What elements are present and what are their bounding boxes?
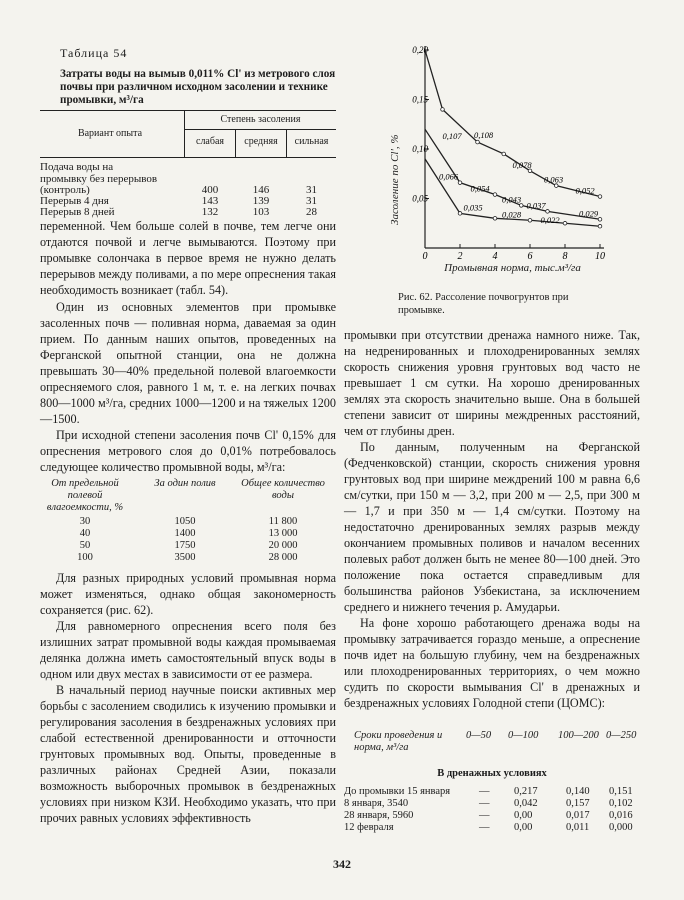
col-strong: сильная (294, 136, 329, 147)
paragraph: В начальный период научные поиски активных мер борьбы с засолением сводились к изучению промывки и регулирования засоления в бездренажных условиях при слабой естественной дренированности и отточности грунтовых промывных вод. Опыты, проведенные в различных районах Средней Азии, показали возможность выборочных промывок в бездренажных условиях при низком КЗИ. Необходимо указать, что при прочих равных условиях эффективность (40, 683, 336, 825)
col-variant: Вариант опыта (77, 128, 143, 139)
figure-caption: Рис. 62. Рассоление почвогрунтов при промывке. (398, 292, 569, 316)
right-column (344, 327, 640, 711)
table-row: 28 января, 5960 (344, 810, 414, 821)
figure-62 (389, 40, 610, 290)
data-label: 0,028 (502, 209, 522, 220)
data-label: 0,078 (512, 159, 532, 170)
data-label: 0,022 (540, 215, 560, 226)
data-point (546, 210, 550, 214)
rate-head-label: Сроки проведения и норма, м³/га (354, 730, 443, 753)
rate-section: В дренажных условиях (437, 768, 547, 779)
table-row: До промывки 15 января (344, 786, 451, 797)
col-weak: слабая (196, 136, 224, 147)
data-point (441, 108, 445, 112)
data-point (598, 217, 602, 221)
data-point (528, 218, 532, 222)
y-tick-label: 0,10 (412, 144, 428, 154)
water-col-3: Общее количество воды (241, 478, 325, 501)
paragraph: Для равномерного опреснения всего поля без излишних затрат промывной воды каждая промываемая делянка должна иметь самостоятельный впуск воды в одном или двух местах в зависимости от ее размера. (40, 619, 336, 681)
y-tick-label: 0,20 (412, 45, 428, 55)
data-label: 0,029 (579, 208, 599, 219)
left-column (40, 218, 336, 826)
data-label: 0,054 (470, 183, 490, 194)
data-point (493, 193, 497, 197)
data-point (598, 195, 602, 199)
rate-table: Сроки проведения и норма, м³/га 0—50 0—100 100—200 0—250 В дренажных условиях До промывки 15 января — 0,217 0,140 0,151 8 января, 3540 — 0,042 0,157 0,102 28 января, 5960 — 0,00 0,017 0,016 12 февраля — 0,00 0,011 0,000 (344, 730, 640, 840)
x-tick-label: 10 (595, 251, 605, 262)
data-point (493, 217, 497, 221)
paragraph: Один из основных элементов при промывке засоленных почв — поливная норма, даваемая за один прием. По данным наших опытов, проведенных на Ферганской опытной станции, она не должна превышать 30—40% предельной полевой влагоемкости опресняемого слоя, равного 1 м, т. е. на легких почвах 800—1000 м³/га, средних 1000—1200 и на тяжелых 1200—1500. (40, 300, 336, 426)
page-number: 342 (333, 857, 351, 871)
table-54: Вариант опыта Степень засоления слабая средняя сильная Подача воды на промывку без перерывов (контроль) 400 146 31 Перерыв 4 дня 143 139 31 Перерыв 8 дней 132 103 28 (40, 110, 336, 218)
data-label: 0,037 (526, 200, 546, 211)
table-row: Перерыв 8 дней (40, 206, 115, 218)
x-tick-label: 2 (457, 251, 463, 262)
data-point (458, 212, 462, 216)
paragraph: Для разных природных условий промывная норма может изменяться, однако общая закономерность сохраняется (рис. 62). (40, 571, 336, 617)
paragraph: промывки при отсутствии дренажа намного ниже. Так, на недренированных и плоходренированных землях скорость снижения уровня грунтовых вод часто не превышает 1 см сутки. На хорошо дренированных землях эта скорость значительно выше. Она в большей степени зависит от ширины междренных расстояний, чем от глубины дрен. (344, 328, 640, 438)
col-group: Степень засоления (220, 114, 301, 125)
data-label: 0,035 (463, 202, 483, 213)
data-point (458, 181, 462, 185)
x-tick-label: 4 (492, 251, 498, 262)
col-medium: средняя (244, 136, 278, 147)
y-tick-label: 0,05 (412, 193, 428, 204)
paragraph: При исходной степени засоления почв Cl' 0,15% для опреснения метрового слоя до 0,01% потребовалось следующее количество промывной воды, м³/га: (40, 428, 336, 474)
data-label: 0,066 (439, 171, 459, 182)
water-col-1: От предельной полевой влагоемкости, % (46, 478, 124, 513)
data-label: 0,107 (442, 131, 462, 142)
data-label: 0,108 (474, 130, 494, 141)
x-tick-label: 0 (422, 251, 428, 262)
x-tick-label: 8 (562, 251, 568, 262)
salinity-chart (395, 40, 610, 290)
table-row: Перерыв 4 дня (40, 195, 109, 207)
data-point (502, 152, 506, 156)
x-axis-label: Промывная норма, тыс.м³/га (444, 262, 581, 274)
data-label: 0,052 (575, 185, 595, 196)
data-label: 0,063 (544, 174, 564, 185)
water-table: От предельной полевой влагоемкости, % За один полив Общее количество воды 30 1050 11 800 40 1400 13 000 50 1750 20 000 100 3500 28 000 (40, 478, 336, 566)
data-point (476, 140, 480, 144)
table-row: Подача воды на промывку без перерывов (контроль) (40, 161, 158, 196)
data-point (598, 224, 602, 228)
y-tick-label: 0,15 (412, 94, 428, 105)
data-point (563, 221, 567, 225)
table-row: 12 февраля (344, 822, 394, 833)
x-tick-label: 6 (527, 251, 533, 262)
water-col-2: За один полив (154, 478, 216, 489)
paragraph: По данным, полученным на Ферганской (Федченковской) станции, скорость снижения уровня грунтовых вод при ширине междрений 100 м равна 6,6 см/сутки, при 150 м — 3,2, при 200 м — 2,5, при 300 м — 1,7 и при 350 м — 1,4 см/сутки. Поэтому на недостаточно дренированных землях разрыв между окончанием промывных поливов и началом весенних полевых работ должен быть не менее 80—100 дней. Это положение пока остается справедливым для большинства районов Узбекистана, за исключением среднего и нижнего течения р. Амударьи. (344, 440, 640, 614)
table-row: 8 января, 3540 (344, 798, 409, 809)
table-label: Таблица 54 (60, 46, 128, 60)
paragraph: переменной. Чем больше солей в почве, тем легче они отдаются почвой и легче вымываются. Поэтому при промывке солончака в первое время не нужно делать перерывов между поливами, а по мере опреснения такая необходимость возникает (табл. 54). (40, 219, 336, 297)
data-label: 0,043 (502, 194, 522, 205)
y-axis-label: Засоление по Cl', % (389, 134, 401, 226)
paragraph: На фоне хорошо работающего дренажа воды на промывку затрачивается гораздо меньше, а опреснение почв идет на большую глубину, чем на бездренажных или плоходренированных территориях, о чем можно судить по скорости вымывания Cl' в дренажных и бездренажных условиях Голодной степи (ЦОМС): (344, 616, 640, 710)
table-title: Затраты воды на вымыв 0,011% Cl' из метрового слоя почвы при различном исходном засолении и технике промывки, м³/га (60, 68, 336, 106)
